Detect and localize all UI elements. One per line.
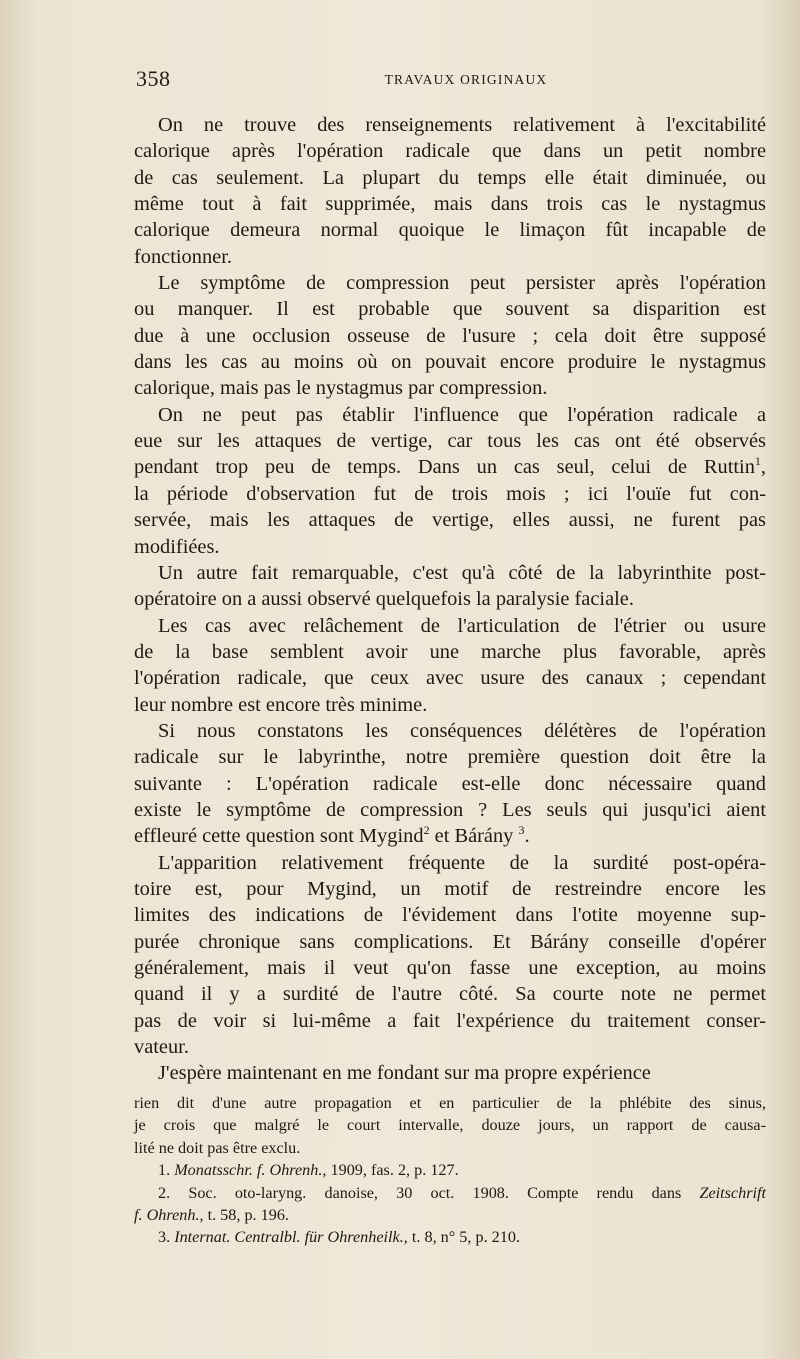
text-line: dans les cas au moins où on pouvait encore produire le nystagmus: [134, 351, 766, 374]
text-line: limites des indications de l'évidement dans l'otite moyenne sup-: [134, 904, 766, 927]
footnote-ref: 2: [423, 823, 430, 838]
text-line: Le symptôme de compression peut persister après l'opération: [158, 272, 766, 295]
footnote-number: 2.: [158, 1183, 171, 1202]
footnotes: [134, 1092, 766, 1249]
journal-title: Zeitschrift: [699, 1183, 766, 1202]
text-line: la période d'observation fut de trois mois ; ici l'ouïe fut con-: [134, 482, 766, 505]
footnote-number: 3.: [158, 1228, 171, 1247]
text-line: calorique après l'opération radicale que dans un petit nombre: [134, 140, 766, 163]
text-fragment: et Bárány: [429, 825, 514, 848]
text-line: leur nombre est encore très minime.: [134, 693, 428, 716]
text-line: J'espère maintenant en me fondant sur ma propre expérience: [158, 1062, 651, 1085]
text-line: opératoire on a aussi observé quelquefois la paralysie faciale.: [134, 588, 634, 611]
footnote-2: [134, 1182, 766, 1204]
journal-title: Monatsschr. f. Ohrenh.: [174, 1161, 323, 1180]
main-text: [134, 112, 766, 1087]
text-line: eue sur les attaques de vertige, car tous les cas ont été observés: [134, 430, 766, 453]
text-line: Si nous constatons les conséquences délétères de l'opération: [158, 719, 766, 742]
page-number: 358: [136, 66, 171, 91]
running-head: TRAVAUX ORIGINAUX: [384, 72, 548, 87]
text-line: vateur.: [134, 1036, 189, 1059]
text-line: ou manquer. Il est probable que souvent sa disparition est: [134, 298, 766, 321]
text-line: Un autre fait remarquable, c'est qu'à côté de la labyrinthite post-: [158, 561, 766, 584]
text-line: calorique demeura normal quoique le limaçon fût incapable de: [134, 219, 766, 242]
text-line-with-ref: [134, 454, 766, 480]
text-line: purée chronique sans complications. Et Bárány conseille d'opérer: [134, 930, 766, 953]
text-line: existe le symptôme de compression ? Les seuls qui jusqu'ici aient: [134, 798, 766, 821]
text-line: servée, mais les attaques de vertige, elles aussi, ne furent pas: [134, 509, 766, 532]
footnote-ref: 3: [518, 823, 525, 838]
journal-title: f. Ohrenh.: [134, 1205, 200, 1224]
text-line: de cas seulement. La plupart du temps elle était diminuée, ou: [134, 166, 766, 189]
footnote-line: lité ne doit pas être exclu.: [134, 1138, 301, 1157]
citation-detail: , t. 58, p. 196.: [199, 1205, 289, 1224]
text-line: On ne trouve des renseignements relativement à l'excitabilité: [158, 114, 766, 136]
footnote-line: rien dit d'une autre propagation et en particulier de la phlébite des sinus,: [134, 1094, 766, 1112]
text-line: généralement, mais il veut qu'on fasse une exception, au moins: [134, 957, 766, 979]
text-line: On ne peut pas établir l'influence que l'opération radicale a: [158, 403, 766, 426]
text-line: suivante : L'opération radicale est-elle donc nécessaire quand: [134, 772, 766, 795]
footnote-1: [134, 1159, 766, 1181]
text-line: toire est, pour Mygind, un motif de restreindre encore les: [134, 877, 766, 900]
text-line: fonctionner.: [134, 245, 232, 268]
text-fragment: ,: [760, 456, 766, 479]
text-line: pas de voir si lui-même a fait l'expérience du traitement conser-: [134, 1009, 766, 1032]
footnote-line: je crois que malgré le court intervalle, douze jours, un rapport de causa-: [134, 1116, 766, 1135]
footnote-number: 1.: [158, 1161, 171, 1180]
text-line: L'apparition relativement fréquente de la surdité post-opéra-: [158, 851, 766, 874]
text-line: calorique, mais pas le nystagmus par compression.: [134, 377, 548, 400]
footnote-3: [134, 1226, 766, 1248]
text-line-with-refs: [134, 823, 766, 849]
text-line: due à une occlusion osseuse de l'usure ; cela doit être supposé: [134, 324, 766, 347]
text-fragment: .: [524, 825, 530, 848]
footnote-2-cont: [134, 1204, 766, 1226]
text-line: de la base semblent avoir une marche plus favorable, après: [134, 640, 766, 663]
citation-text: Soc. oto-laryng. danoise, 30 oct. 1908. Compte rendu dans: [188, 1183, 700, 1202]
text-fragment: pendant trop peu de temps. Dans un cas seul, celui de Ruttin: [134, 456, 755, 479]
text-line: radicale sur le labyrinthe, notre première question doit être la: [134, 746, 766, 769]
footnote-ref: 1: [754, 454, 761, 469]
citation-detail: , t. 8, n° 5, p. 210.: [403, 1228, 520, 1247]
text-fragment: effleuré cette question sont Mygind: [134, 825, 424, 848]
text-line: modifiées.: [134, 535, 220, 558]
citation-detail: , 1909, fas. 2, p. 127.: [322, 1161, 459, 1180]
text-line: l'opération radicale, que ceux avec usure des canaux ; cependant: [134, 667, 766, 690]
text-line: Les cas avec relâchement de l'articulation de l'étrier ou usure: [158, 614, 766, 637]
text-line: même tout à fait supprimée, mais dans trois cas le nystagmus: [134, 193, 766, 216]
journal-title: Internat. Centralbl. für Ohrenheilk.: [174, 1228, 404, 1247]
page-header: [136, 66, 766, 96]
text-line: quand il y a surdité de l'autre côté. Sa courte note ne permet: [134, 983, 766, 1006]
